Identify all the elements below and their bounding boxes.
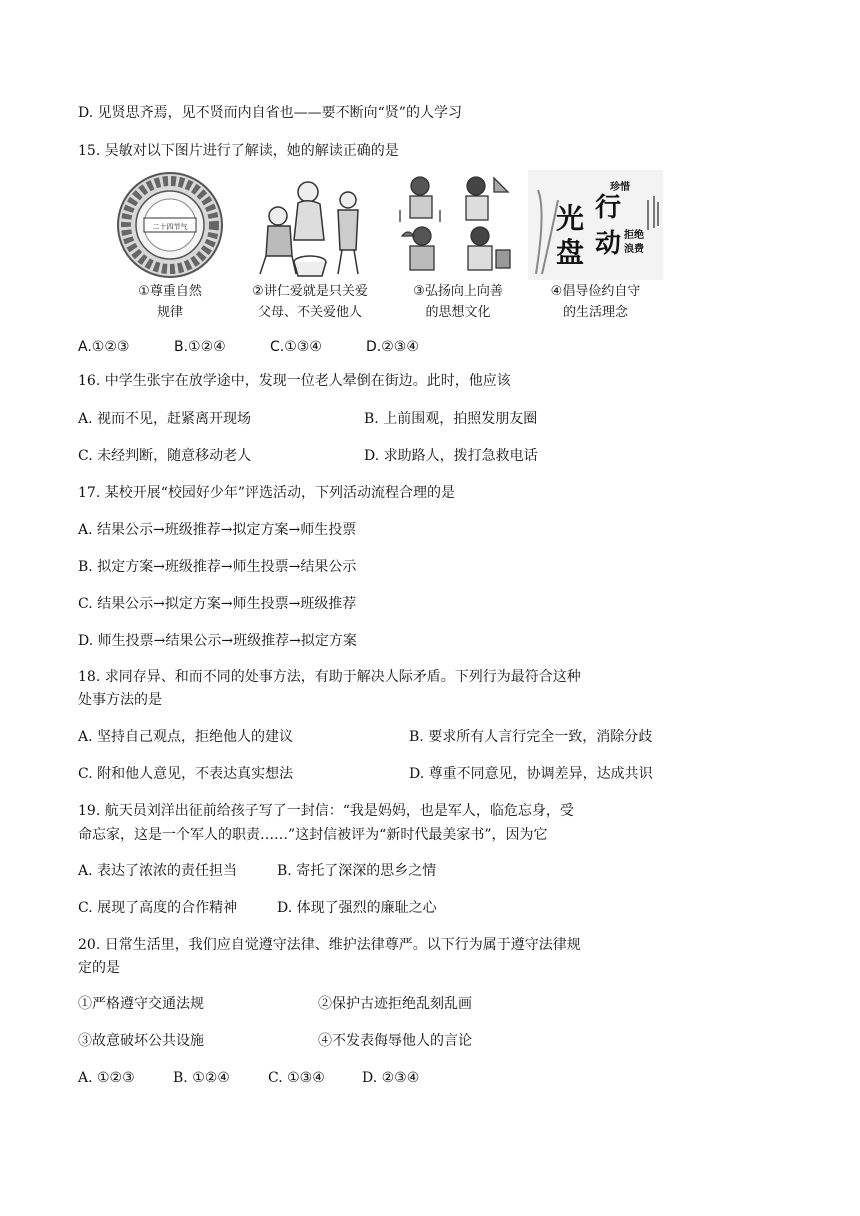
figure-virtue-cartoon: [388, 170, 528, 322]
q19-option-d: D. 体现了强烈的廉耻之心: [277, 900, 437, 916]
figure-1-caption-line-2: 规律: [156, 305, 183, 320]
figure-caring-elders: [240, 170, 380, 322]
poster-char-xing: 行: [594, 193, 622, 223]
q18-option-d: D. 尊重不同意见，协调差异，达成共识: [409, 766, 653, 782]
q17-option-b: B. 拟定方案→班级推荐→师生投票→结果公示: [78, 559, 357, 575]
solar-terms-wheel-image: [100, 170, 240, 280]
q19-option-a: A. 表达了浓浓的责任担当: [78, 863, 238, 879]
figure-3-caption-line-2: 的思想文化: [425, 305, 491, 320]
poster-char-guang: 光: [555, 202, 585, 235]
q14-option-d: D. 见贤思齐焉，见不贤而内自省也——要不断向“贤”的人学习: [78, 105, 462, 121]
figure-3-caption-line-1: ③弘扬向上向善: [413, 284, 503, 299]
poster-text-jujue: 拒绝: [624, 230, 644, 241]
q15-option-c: C.①③④: [270, 339, 322, 355]
q16-option-b: B. 上前围观，拍照发朋友圈: [364, 411, 538, 427]
q18-stem-line-1: 18. 求同存异、和而不同的处事方法，有助于解决人际矛盾。下列行为最符合这种: [78, 669, 581, 685]
q20-option-d: D. ②③④: [362, 1070, 420, 1086]
q15-option-d: D.②③④: [366, 339, 419, 355]
solar-terms-label: 二十四节气: [152, 223, 188, 231]
figure-2-caption-line-1: ②讲仁爱就是只关爱: [252, 284, 368, 299]
virtue-cartoon-image: [388, 170, 528, 280]
poster-text-zhenxi: 珍惜: [610, 182, 630, 193]
q20-statement-3: ③故意破坏公共设施: [78, 1033, 204, 1049]
q17-option-c: C. 结果公示→拟定方案→师生投票→班级推荐: [78, 596, 357, 612]
q16-option-c: C. 未经判断，随意移动老人: [78, 448, 252, 464]
q18-option-b: B. 要求所有人言行完全一致，消除分歧: [409, 729, 653, 745]
poster-char-dong: 动: [594, 229, 622, 259]
q20-option-b: B. ①②④: [173, 1070, 230, 1086]
q16-option-a: A. 视而不见，赶紧离开现场: [78, 411, 252, 427]
q16-option-d: D. 求助路人，拨打急救电话: [364, 448, 538, 464]
q18-stem-line-2: 处事方法的是: [78, 692, 162, 708]
poster-char-pan: 盘: [555, 236, 585, 269]
q20-stem-line-2: 定的是: [78, 960, 120, 976]
q17-option-a: A. 结果公示→班级推荐→拟定方案→师生投票: [78, 522, 357, 538]
q15-stem: 15. 吴敏对以下图片进行了解读，她的解读正确的是: [78, 143, 399, 159]
q20-option-a: A. ①②③: [78, 1070, 135, 1086]
figure-clean-plate-poster: [528, 170, 663, 322]
figure-solar-terms: [100, 170, 240, 322]
q15-option-b: B.①②④: [174, 339, 226, 355]
q17-option-d: D. 师生投票→结果公示→班级推荐→拟定方案: [78, 633, 357, 649]
q19-option-c: C. 展现了高度的合作精神: [78, 900, 238, 916]
figure-2-caption-line-2: 父母、不关爱他人: [257, 305, 362, 320]
q20-option-c: C. ①③④: [268, 1070, 325, 1086]
q18-option-a: A. 坚持自己观点，拒绝他人的建议: [78, 729, 294, 745]
figure-1-caption-line-1: ①尊重自然: [138, 284, 202, 299]
q20-statement-1: ①严格遵守交通法规: [78, 996, 204, 1012]
figure-4-caption-line-1: ④倡导俭约自守: [550, 284, 641, 299]
q20-statement-4: ④不发表侮辱他人的言论: [318, 1033, 472, 1049]
q20-stem-line-1: 20. 日常生活里，我们应自觉遵守法律、维护法律尊严。以下行为属于遵守法律规: [78, 937, 581, 953]
q16-stem: 16. 中学生张宇在放学途中，发现一位老人晕倒在街边。此时，他应该: [78, 373, 511, 389]
clean-plate-poster-image: [528, 170, 663, 280]
q17-stem: 17. 某校开展“校园好少年”评选活动，下列活动流程合理的是: [78, 485, 456, 501]
caring-elders-image: [240, 170, 380, 280]
figure-4-caption-line-2: 的生活理念: [562, 305, 628, 320]
poster-text-langfei: 浪费: [624, 244, 644, 255]
q19-stem-line-1: 19. 航天员刘洋出征前给孩子写了一封信：“我是妈妈，也是军人，临危忘身，受: [78, 803, 574, 819]
q18-option-c: C. 附和他人意见，不表达真实想法: [78, 766, 294, 782]
q19-stem-line-2: 命忘家，这是一个军人的职责……”这封信被评为“新时代最美家书”，因为它: [78, 827, 548, 843]
q19-option-b: B. 寄托了深深的思乡之情: [277, 863, 437, 879]
q20-statement-2: ②保护古迹拒绝乱刻乱画: [318, 996, 472, 1012]
q15-option-a: A.①②③: [78, 339, 130, 355]
